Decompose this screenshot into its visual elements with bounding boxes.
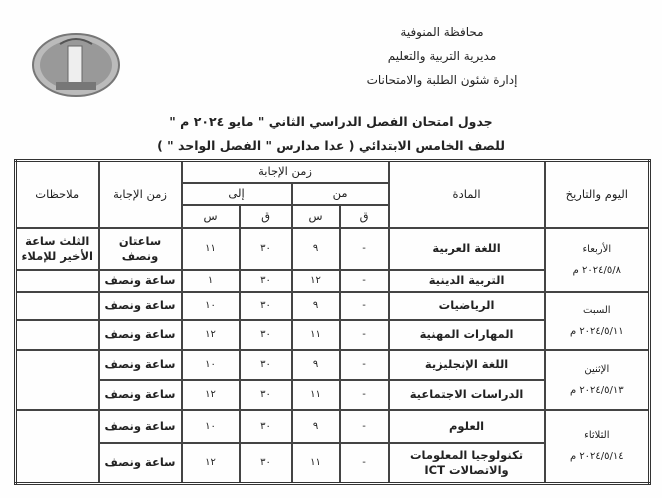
day-date: ٢٠٢٤/٥/١٤ م [569,451,624,463]
from-min-cell: - [340,443,389,484]
notes-cell [16,270,99,292]
table-row [16,228,650,270]
header-from-hour: س [292,205,340,228]
duration-cell: ساعة ونصف [99,270,182,292]
header-subject: المادة [389,161,545,228]
from-hour-cell: ٩ [292,410,340,443]
duration-cell: ساعة ونصف [99,320,182,350]
notes-cell [16,410,99,484]
day-cell [545,292,650,350]
department: إدارة شئون الطلبة والامتحانات [366,73,518,87]
from-min-cell: - [340,228,389,270]
duration-cell: ساعة ونصف [99,292,182,320]
to-min-cell: ٣٠ [240,228,292,270]
subject-cell: التربية الدينية [389,270,545,292]
notes-cell: الثلث ساعة الأخير للإملاء [16,228,99,270]
subject-cell: المهارات المهنية [389,320,545,350]
day-name: السبت [583,304,611,316]
to-hour-cell: ١٢ [182,443,240,484]
from-hour-cell: ١١ [292,320,340,350]
day-date: ٢٠٢٤/٥/١٣ م [569,384,624,396]
from-hour-cell: ١١ [292,380,340,410]
table-row [16,292,650,320]
to-hour-cell: ١٠ [182,350,240,380]
to-hour-cell: ١ [182,270,240,292]
from-min-cell: - [340,410,389,443]
header-duration: زمن الإجابة [99,161,182,228]
subject-cell: الرياضيات [389,292,545,320]
from-min-cell: - [340,292,389,320]
notes-cell [16,292,99,320]
from-min-cell: - [340,380,389,410]
to-min-cell: ٣٠ [240,350,292,380]
schedule-table [14,159,651,485]
day-date: ٢٠٢٤/٥/١١ م [569,325,624,337]
to-hour-cell: ١٢ [182,320,240,350]
header-time: زمن الإجابة [182,161,389,183]
header-notes: ملاحظات [16,161,99,228]
from-hour-cell: ١٢ [292,270,340,292]
subject-cell: العلوم [389,410,545,443]
subject-cell: اللغة العربية [389,228,545,270]
from-min-cell: - [340,270,389,292]
header-to-hour: س [182,205,240,228]
letterhead [342,20,542,92]
duration-cell: ساعة ونصف [99,443,182,484]
governorate-logo-icon [32,32,120,98]
duration-cell: ساعة ونصف [99,350,182,380]
day-cell [545,228,650,292]
header-from-min: ق [340,205,389,228]
to-min-cell: ٣٠ [240,443,292,484]
header-from: من [292,183,389,205]
to-min-cell: ٣٠ [240,320,292,350]
to-hour-cell: ١٢ [182,380,240,410]
to-min-cell: ٣٠ [240,380,292,410]
from-min-cell: - [340,320,389,350]
schedule-subtitle: للصف الخامس الابتدائي ( عدا مدارس " الفصل الواحد " ) [157,138,505,153]
header-to: إلى [182,183,292,205]
governorate: محافظة المنوفية [400,25,484,39]
subject-cell: الدراسات الاجتماعية [389,380,545,410]
header-day: اليوم والتاريخ [545,161,650,228]
header-to-min: ق [240,205,292,228]
day-date: ٢٠٢٤/٥/٨ م [572,264,621,276]
from-min-cell: - [340,350,389,380]
day-cell [545,350,650,410]
to-min-cell: ٣٠ [240,270,292,292]
table-row [16,350,650,380]
to-hour-cell: ١٠ [182,410,240,443]
to-min-cell: ٣٠ [240,292,292,320]
day-name: الإثنين [584,363,610,375]
duration-cell: ساعة ونصف [99,380,182,410]
day-name: الثلاثاء [584,430,610,442]
to-hour-cell: ١٠ [182,292,240,320]
from-hour-cell: ٩ [292,350,340,380]
duration-cell: ساعتان ونصف [99,228,182,270]
from-hour-cell: ٩ [292,228,340,270]
subject-cell: تكنولوجيا المعلومات والاتصالات ICT [389,443,545,484]
notes-cell [16,320,99,350]
day-cell [545,410,650,484]
duration-cell: ساعة ونصف [99,410,182,443]
directorate: مديرية التربية والتعليم [387,49,497,63]
day-name: الأربعاء [582,243,612,255]
table-row [16,410,650,443]
subject-cell: اللغة الإنجليزية [389,350,545,380]
to-min-cell: ٣٠ [240,410,292,443]
notes-cell [16,350,99,410]
schedule-title: جدول امتحان الفصل الدراسي الثاني " مايو ٢٠٢٤ م " [169,114,493,129]
from-hour-cell: ٩ [292,292,340,320]
to-hour-cell: ١١ [182,228,240,270]
from-hour-cell: ١١ [292,443,340,484]
